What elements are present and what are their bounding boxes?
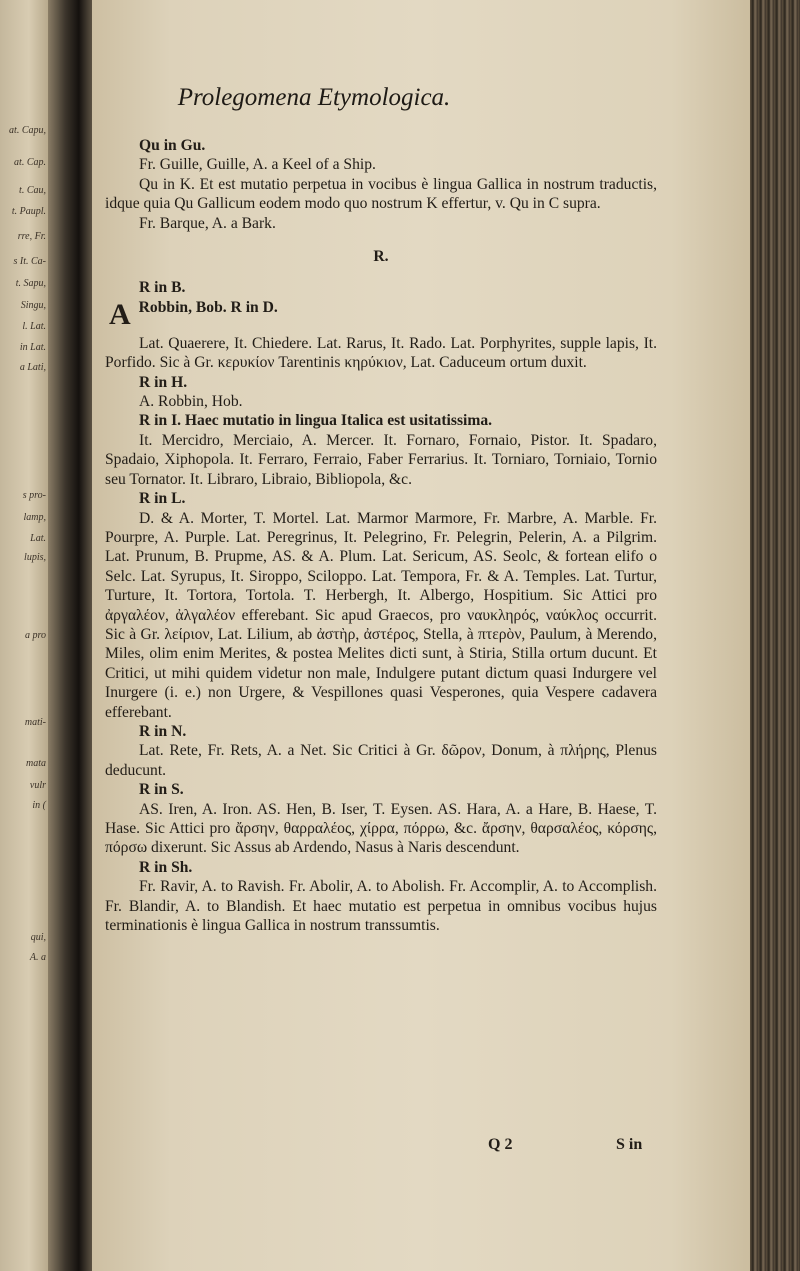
left-page-fragment: vulr bbox=[29, 780, 46, 791]
left-page-fragment: s It. Ca- bbox=[13, 256, 46, 267]
paragraph: AS. Iren, A. Iron. AS. Hen, B. Iser, T. Eysen. AS. Hara, A. a Hare, B. Haese, T. Hase. Sic Attici pro ἄρσην, θαρραλέος, χίρρα, πόρρω, &c. ἄρσην, θαρσαλέος, κόρσης, πόρσω dixerunt. Sic Assus ab Ardendo, Nasus à Naris descendunt. bbox=[105, 800, 657, 857]
paragraph-with-initial bbox=[105, 298, 657, 334]
paragraph-text: Robbin, Bob. R in D. bbox=[138, 298, 278, 316]
left-page-fragment: mati- bbox=[24, 717, 46, 728]
left-page-fragment: A. a bbox=[29, 952, 46, 963]
left-page-fragment: a Lati, bbox=[19, 362, 46, 373]
section-heading: R in N. bbox=[139, 722, 187, 740]
left-page-fragment: t. Paupl. bbox=[11, 206, 46, 217]
left-page-fragment: Singu, bbox=[20, 300, 46, 311]
paragraph: Lat. Rete, Fr. Rets, A. a Net. Sic Critici à Gr. δῶρον, Donum, à πλήρης, Plenus deducunt. bbox=[105, 742, 657, 779]
body-text bbox=[105, 136, 657, 935]
left-page-fragment: l. Lat. bbox=[22, 321, 46, 332]
paragraph: Lat. Quaerere, It. Chiedere. Lat. Rarus, It. Rado. Lat. Porphyrites, supple lapis, It. Porfido. Sic à Gr. κερυκίον Tarentinis κηρύκιον, Lat. Caduceum ortum duxit. bbox=[105, 334, 657, 372]
left-page-fragment: in Lat. bbox=[19, 342, 46, 353]
section-heading: R in I. Haec mutatio in lingua Italica est usitatissima. bbox=[139, 412, 493, 430]
paragraph: D. & A. Morter, T. Mortel. Lat. Marmor Marmore, Fr. Marbre, A. Marble. Fr. Pourpre, A. Purple. Lat. Peregrinus, It. Pelegrino, Fr. Pelegrin, Pelerin, A. a Pilgrim. Lat. Prunum, B. Prupme, AS. & A. Plum. Lat. Sericum, AS. Seolc, & fortean elifo o Selc. Lat. Syrupus, It. Siroppo, Sciloppo. Lat. Tempora, Fr. & A. Temples. Lat. Turtur, Turture, It. Tortora, Tortola. T. Herbergh, It. Albergo, Hospitium. Sic Attici pro ἀργαλέον, ἀλγαλέον efferebant. Sic apud Graecos, pro ναυκληρός, ναύκλος occurrit. Sic à Gr. λείριον, Lat. Lilium, ab ἀστὴρ, ἀστέρος, Stella, à πτερὸν, Paulum, à Merendo, Miles, olim enim Merites, & postea Melites dicti sunt, à Stiria, Stilla ortum ducunt. Et Critici, ut mihi quidem videtur non male, Indulgere putant dictum quasi Indurgere vel Inurgere (i. e.) non Urgere, & Vespillones quasi Vesperones, quia Vespere cadavera efferebant. bbox=[105, 509, 657, 721]
left-page-fragment: mata bbox=[26, 758, 46, 769]
drop-cap: A bbox=[109, 297, 131, 331]
paragraph: A. Robbin, Hob. bbox=[139, 393, 243, 411]
left-page-fragment: t. Sapu, bbox=[15, 278, 46, 289]
left-page-fragment: qui, bbox=[30, 932, 46, 943]
paragraph: It. Mercidro, Merciaio, A. Mercer. It. Fornaro, Fornaio, Pistor. It. Spadaro, Spadaio, Xiphopola. It. Ferraro, Ferraio, Faber Ferrarius. It. Torniaro, Torniaio, Tornio seu Tornator. It. Libraro, Libraio, Bibliopola, &c. bbox=[105, 431, 657, 488]
paragraph: Fr. Barque, A. a Bark. bbox=[139, 214, 276, 232]
left-page-fragment: a pro bbox=[24, 630, 46, 641]
paragraph: Qu in K. Et est mutatio perpetua in vocibus è lingua Gallica in nostrum traductis, idque quia Qu Gallicum eodem modo quo nostrum K effertur, v. Qu in C supra. bbox=[105, 175, 657, 213]
section-heading: R in Sh. bbox=[139, 858, 193, 876]
section-heading: R in H. bbox=[139, 373, 188, 391]
left-page-fragment: in ( bbox=[32, 800, 46, 811]
letter-heading: R. bbox=[373, 248, 389, 266]
left-page-fragment: s pro- bbox=[22, 490, 46, 501]
section-heading: R in B. bbox=[139, 279, 186, 297]
section-heading: Qu in Gu. bbox=[139, 137, 206, 154]
left-page-fragment: t. Cau, bbox=[19, 185, 46, 196]
section-heading: R in L. bbox=[139, 490, 186, 508]
paragraph: Fr. Guille, Guille, A. a Keel of a Ship. bbox=[139, 156, 376, 174]
paragraph: Fr. Ravir, A. to Ravish. Fr. Abolir, A. to Abolish. Fr. Accomplir, A. to Accomplish. Fr. Blandir, A. to Blandish. Et haec mutatio est perpetua in omnibus vocibus hujus terminationis è lingua Gallica in nostrum transsumtis. bbox=[105, 878, 657, 935]
catchword: S in bbox=[616, 1136, 643, 1153]
left-page-fragment: lupis, bbox=[24, 552, 46, 563]
signature-mark: Q 2 bbox=[488, 1136, 513, 1153]
section-heading: R in S. bbox=[139, 781, 184, 799]
left-page-fragment: at. Cap. bbox=[14, 157, 46, 168]
running-head: Prolegomena Etymologica. bbox=[177, 84, 451, 111]
book-gutter bbox=[48, 0, 92, 1271]
page-stack-edge bbox=[750, 0, 800, 1271]
left-page-fragment: rre, Fr. bbox=[17, 231, 46, 242]
left-page-fragment: Lat. bbox=[30, 533, 46, 544]
left-page-edge bbox=[0, 0, 48, 1271]
left-page-fragment: lamp, bbox=[23, 512, 46, 523]
left-page-fragment: at. Capu, bbox=[9, 125, 46, 136]
